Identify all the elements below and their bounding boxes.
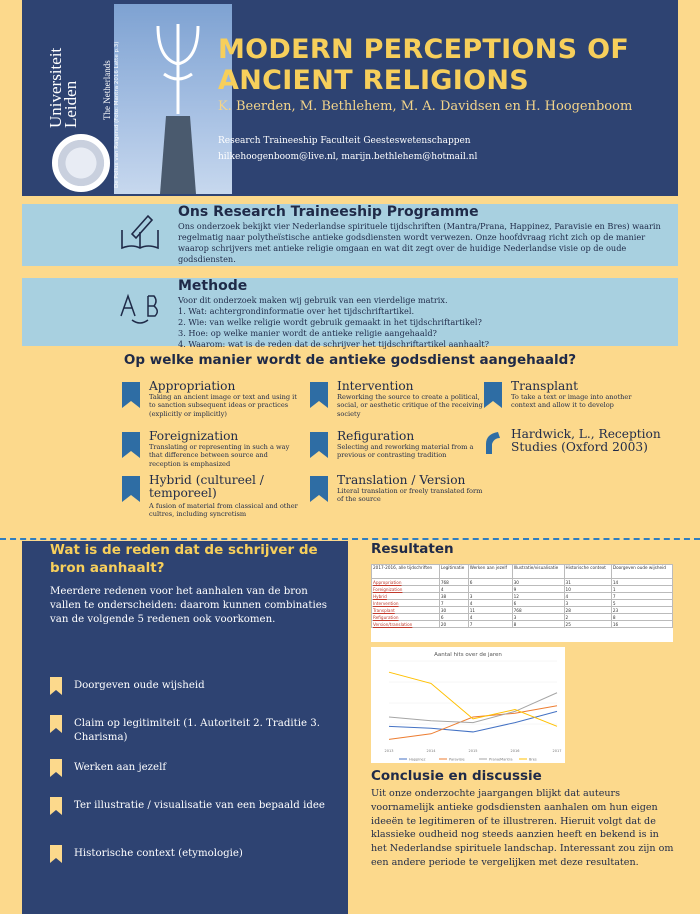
- table-cell: 4: [468, 600, 512, 607]
- methode-line: 2. Wie: van welke religie wordt gebruik gemaakt in het tijdschriftartikel?: [178, 317, 482, 327]
- matrix-item-title: Refiguration: [337, 429, 415, 443]
- table-cell: 23: [611, 607, 672, 614]
- table-header-cell: Werken aan jezelf: [468, 565, 512, 579]
- matrix-item-desc: Selecting and reworking material from a previous or contrasting tradition: [337, 443, 474, 460]
- programme-section: [22, 204, 678, 266]
- matrix-item-desc: Translating or representing in such a way that difference between source and reception is emphasized: [149, 443, 290, 468]
- bookmark-icon: [122, 382, 140, 408]
- section-divider: [0, 538, 700, 540]
- table-row: [372, 614, 673, 621]
- table-cell: 7: [611, 593, 672, 600]
- university-name: Universiteit Leiden: [46, 47, 80, 128]
- table-cell: 10: [564, 586, 611, 593]
- reason-text: Claim op legitimiteit (1. Autoriteit 2. Traditie 3. Charisma): [74, 718, 320, 743]
- table-cell: 6: [512, 600, 564, 607]
- table-cell: Hybrid: [372, 593, 440, 600]
- matrix-item-desc: Reworking the source to create a political, social, or aesthetic critique of the receiving society: [337, 393, 483, 418]
- table-header-cell: Historische context: [564, 565, 611, 579]
- table-cell: Version/translation: [372, 621, 440, 628]
- hits-chart: [371, 647, 565, 763]
- table-cell: 30: [439, 607, 468, 614]
- reasons-title: Wat is de reden dat de schrijver de bron aanhaalt?: [50, 542, 318, 576]
- cover-photo: [114, 4, 232, 194]
- table-header-cell: 2017-2016, alle tijdschriften: [372, 565, 440, 579]
- table-cell: 11: [468, 607, 512, 614]
- reason-item: [50, 845, 340, 865]
- table-cell: 768: [439, 579, 468, 586]
- table-row: [372, 621, 673, 628]
- table-header-cell: Doorgeven oude wijsheid: [611, 565, 672, 579]
- photo-caption: De Pollux van Raigersd (Foto: Mantra 2016 Latte p.3): [114, 41, 120, 188]
- table-body: [372, 579, 673, 628]
- programme-title: Ons Research Traineeship Programme: [178, 204, 479, 220]
- table-cell: 31: [564, 579, 611, 586]
- methode-line: Voor dit onderzoek maken wij gebruik van een vierdelige matrix.: [178, 295, 448, 305]
- legend-label: Happinez: [409, 757, 426, 762]
- methode-title: Methode: [178, 278, 248, 294]
- legend-label: Paravisie: [449, 757, 465, 762]
- matrix-item: [122, 430, 302, 472]
- table-cell: 8: [512, 621, 564, 628]
- table-cell: 768: [512, 607, 564, 614]
- matrix-item-title: Translation / Version: [337, 473, 466, 487]
- table-cell: 4: [439, 586, 468, 593]
- legend-label: Prana/Mantra: [489, 757, 513, 762]
- table-cell: [468, 586, 512, 593]
- table-cell: Foreignization: [372, 586, 440, 593]
- table-cell: 4: [468, 614, 512, 621]
- bookmark-icon: [122, 476, 140, 502]
- results-title: Resultaten: [371, 541, 454, 557]
- methode-text: [178, 295, 674, 350]
- poster-authors: K. Beerden, M. Bethlehem, M. A. Davidsen en H. Hoogenboom: [218, 99, 633, 114]
- table-row: [372, 607, 673, 614]
- table-cell: Refiguration: [372, 614, 440, 621]
- table-cell: 30: [512, 579, 564, 586]
- x-tick-label: 2015: [468, 749, 478, 753]
- table-cell: 2: [564, 614, 611, 621]
- chart-title: Aantal hits over de jaren: [434, 652, 502, 658]
- table-cell: Intervention: [372, 600, 440, 607]
- table-cell: 16: [611, 621, 672, 628]
- matrix-item-title: Foreignization: [149, 429, 239, 443]
- trident-spire-icon: [114, 4, 232, 194]
- table-cell: 6: [468, 579, 512, 586]
- table-cell: 4: [564, 593, 611, 600]
- methode-line: 1. Wat: achtergrondinformatie over het tijdschriftartikel.: [178, 306, 415, 316]
- results-table-box: [371, 564, 673, 642]
- matrix-item: [310, 430, 490, 472]
- table-cell: 25: [564, 621, 611, 628]
- table-header-cell: Legitimatie: [439, 565, 468, 579]
- reason-text: Ter illustratie / visualisatie van een bepaald idee: [74, 800, 325, 811]
- bookmark-icon: [50, 677, 62, 695]
- table-cell: 7: [468, 621, 512, 628]
- reason-item: [50, 677, 340, 697]
- conclusion-title: Conclusie en discussie: [371, 768, 542, 784]
- table-cell: 6: [439, 614, 468, 621]
- table-row: [372, 593, 673, 600]
- bookmark-icon: [50, 797, 62, 815]
- matrix-question: Op welke manier wordt de antieke godsdienst aangehaald?: [123, 352, 577, 368]
- a-to-b-icon: [118, 286, 162, 326]
- matrix-item-title: Hybrid (cultureel / temporeel): [149, 473, 264, 500]
- bookmark-icon: [50, 759, 62, 777]
- series-line-happinez: [389, 711, 557, 732]
- table-cell: 3: [512, 614, 564, 621]
- university-seal-icon: [52, 134, 110, 192]
- affiliation: Research Traineeship Faculteit Geesteswetenschappen: [218, 136, 471, 146]
- table-cell: 28: [564, 607, 611, 614]
- x-tick-label: 2013: [384, 749, 394, 753]
- reason-item: [50, 715, 340, 749]
- poster-title: MODERN PERCEPTIONS OF ANCIENT RELIGIONS: [218, 34, 630, 96]
- table-cell: 3: [468, 593, 512, 600]
- matrix-item-title: Intervention: [337, 379, 414, 393]
- legend-label: Bres: [529, 757, 537, 762]
- table-cell: 20: [439, 621, 468, 628]
- table-cell: 38: [439, 593, 468, 600]
- table-header-row: [372, 565, 673, 579]
- methode-section: [22, 278, 678, 349]
- conclusion-text: Uit onze onderzochte jaargangen blijkt dat auteurs voornamelijk antieke godsdiensten aanhalen om hun eigen ideeën te legitimeren of te illustreren. Hieruit volgt dat de klassieke oudheid nog steeds aanzien heeft en bekend is in het Nederlandse spirituele landschap. Interessant zou zijn om een andere periode te vergelijken met deze resultaten.: [371, 788, 674, 868]
- matrix-item-desc: Literal translation or freely translated form of the source: [337, 487, 483, 504]
- table-cell: 12: [512, 593, 564, 600]
- table-cell: 3: [564, 600, 611, 607]
- bookmark-icon: [310, 476, 328, 502]
- reason-text: Doorgeven oude wijsheid: [74, 680, 205, 691]
- matrix-item-desc: A fusion of material from classical and other cultres, including syncretism: [149, 502, 298, 519]
- programme-text: Ons onderzoek bekijkt vier Nederlandse spirituele tijdschriften (Mantra/Prana, Happinez, Paravisie en Bres) waarin regelmatig naar polytheïstische antieke godsdiensten wordt verwezen. Onze hoofdvraag richt zich op de manier waarop schrijvers met antieke religie omgaan en wat dit zegt over de huidige Nederlandse visie op de oude godsdiensten.: [178, 221, 661, 264]
- contact-email: hilkehoogenboom@live.nl, marijn.bethlehem@hotmail.nl: [218, 152, 478, 162]
- x-tick-label: 2016: [510, 749, 520, 753]
- matrix-item-title: Transplant: [511, 379, 579, 393]
- university-country: The Netherlands: [102, 60, 112, 120]
- matrix-item-title: Hardwick, L., Reception Studies (Oxford 2003): [511, 427, 661, 454]
- table-cell: 1: [611, 586, 672, 593]
- table-row: [372, 586, 673, 593]
- table-cell: 14: [611, 579, 672, 586]
- table-cell: 9: [512, 586, 564, 593]
- matrix-item-desc: Taking an ancient image or text and using it to sanction subsequent ideas or practices (explicitly or implicitly): [149, 393, 297, 418]
- methode-line: 3. Hoe: op welke manier wordt de antieke religie aangehaald?: [178, 328, 437, 338]
- table-cell: 7: [439, 600, 468, 607]
- matrix-item: [310, 474, 490, 514]
- bookmark-icon: [484, 382, 502, 408]
- bookmark-icon: [50, 845, 62, 863]
- reasons-section: [22, 541, 348, 914]
- matrix-item-title: Appropriation: [149, 379, 236, 393]
- table-cell: Transplant: [372, 607, 440, 614]
- x-tick-label: 2014: [426, 749, 436, 753]
- bookmark-icon: [310, 382, 328, 408]
- table-row: [372, 600, 673, 607]
- matrix-item: [484, 428, 664, 474]
- hardwick-reference-icon: [484, 430, 502, 456]
- table-header-cell: Illustratie/visualisatie: [512, 565, 564, 579]
- x-tick-label: 2017: [552, 749, 562, 753]
- bookmark-icon: [50, 715, 62, 733]
- matrix-item: [122, 380, 302, 426]
- methode-line: 4. Waarom: wat is de reden dat de schrijver het tijdschriftartikel aanhaalt?: [178, 339, 489, 349]
- table-cell: Appropriation: [372, 579, 440, 586]
- bookmark-icon: [122, 432, 140, 458]
- matrix-item-desc: To take a text or image into another context and allow it to develop: [511, 393, 632, 410]
- bookmark-icon: [310, 432, 328, 458]
- reason-text: Werken aan jezelf: [74, 762, 167, 773]
- matrix-item: [122, 474, 302, 524]
- table-cell: 8: [611, 614, 672, 621]
- reason-item: [50, 759, 340, 779]
- poster-header: [22, 0, 678, 196]
- reason-item: [50, 797, 340, 831]
- table-cell: 5: [611, 600, 672, 607]
- book-pen-icon: [118, 210, 162, 254]
- reason-text: Historische context (etymologie): [74, 848, 243, 859]
- hits-chart-svg: [371, 647, 565, 763]
- matrix-item: [484, 380, 664, 426]
- reasons-intro: Meerdere redenen voor het aanhalen van de bron vallen te onderscheiden: daarom kunnen combinaties van de volgende 5 redenen ook voorkomen.: [50, 586, 327, 625]
- matrix-item: [310, 380, 490, 426]
- results-table: [371, 564, 673, 628]
- table-row: [372, 579, 673, 586]
